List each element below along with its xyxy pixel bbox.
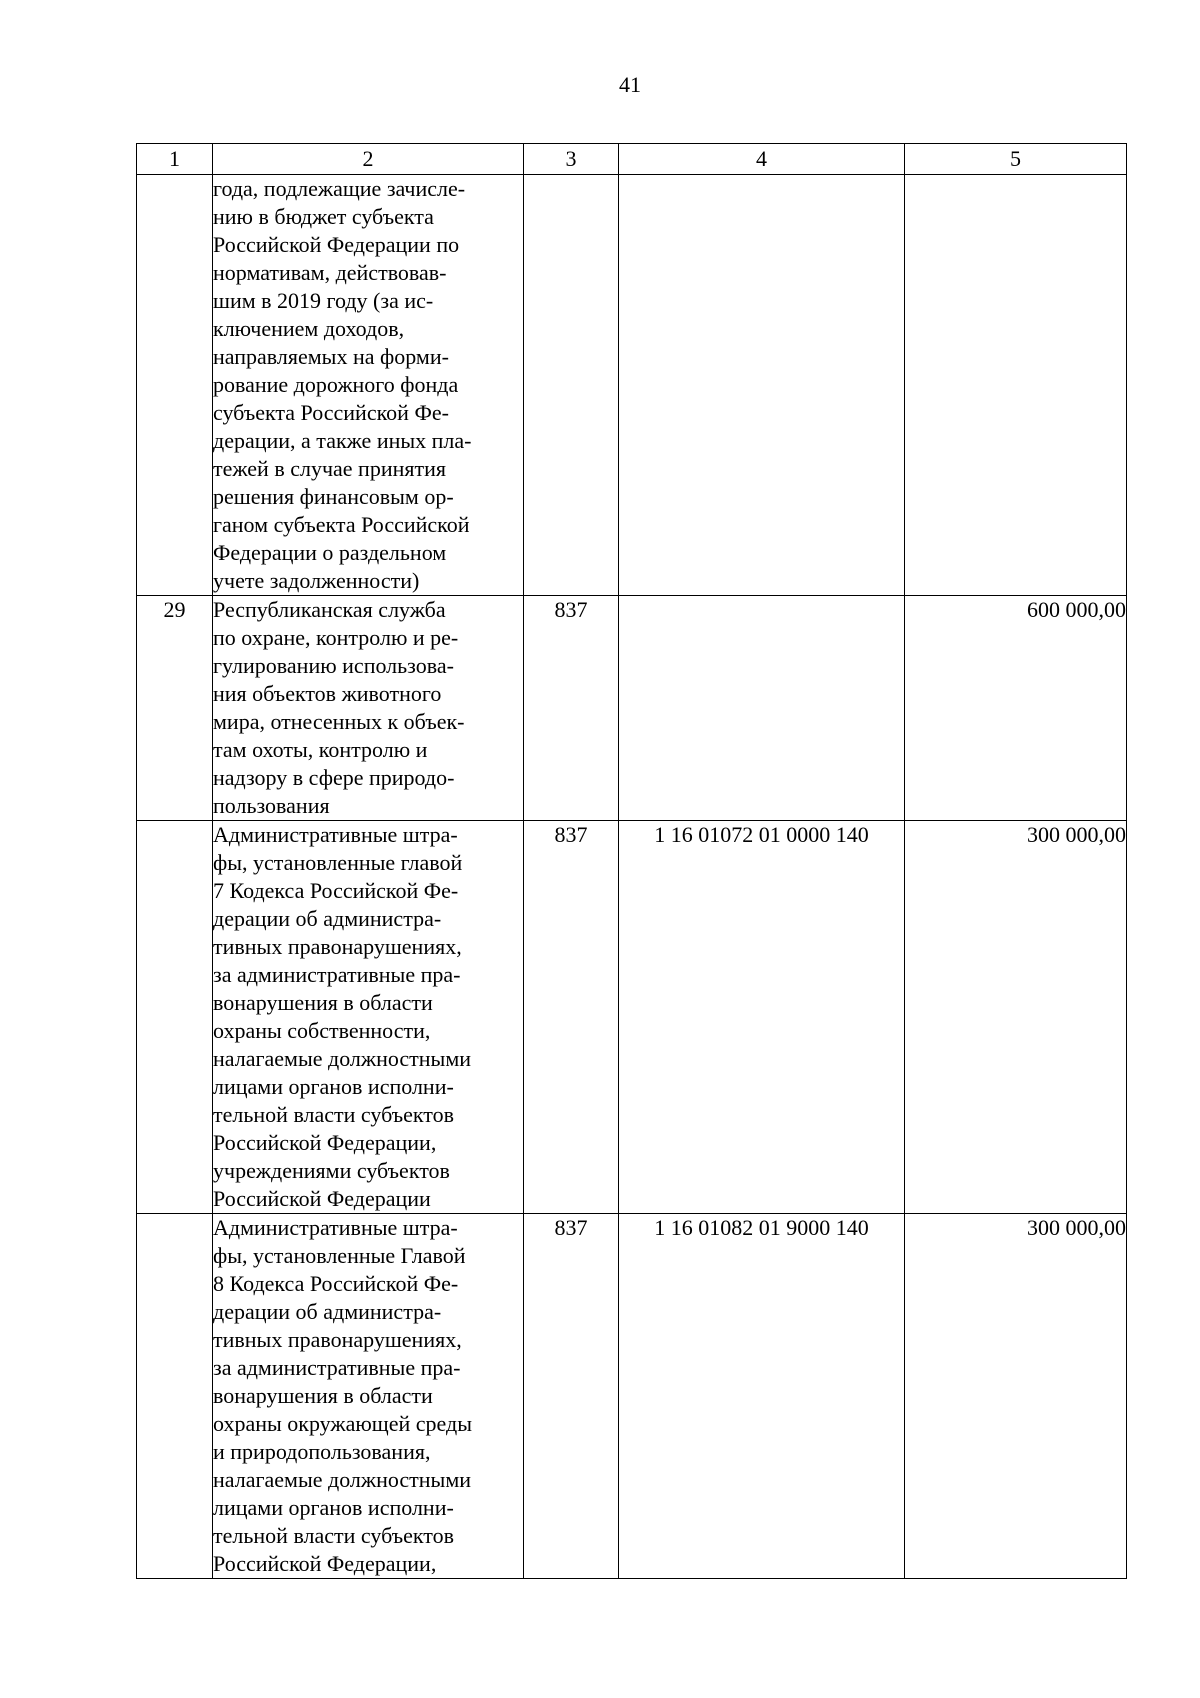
description-line: 8 Кодекса Российской Фе- (213, 1271, 459, 1296)
description-line: лицами органов исполни- (213, 1074, 454, 1099)
description-line: шим в 2019 году (за ис- (213, 288, 434, 313)
budget-code-cell: 1 16 01082 01 9000 140 (619, 1214, 905, 1579)
revenue-table (136, 143, 1127, 1579)
admin-code-cell: 837 (524, 1214, 619, 1579)
description-line: вонарушения в области (213, 990, 433, 1015)
description-line: рование дорожного фонда (213, 372, 459, 397)
description-line: Российской Федерации (213, 1186, 431, 1211)
description-line: Административные штра- (213, 1215, 458, 1240)
description-line: ганом субъекта Российской (213, 512, 470, 537)
description-cell (213, 175, 524, 596)
row-number-cell: 29 (137, 596, 213, 821)
description-line: направляемых на форми- (213, 344, 449, 369)
description-line: учреждениями субъектов (213, 1158, 450, 1183)
description-line: дерации об администра- (213, 906, 442, 931)
budget-code-cell (619, 596, 905, 821)
description-cell (213, 596, 524, 821)
description-line: ключением доходов, (213, 316, 405, 341)
description-line: Российской Федерации, (213, 1551, 437, 1576)
description-line: и природопользования, (213, 1439, 431, 1464)
table-row (137, 596, 1127, 821)
description-line: надзору в сфере природо- (213, 765, 455, 790)
description-line: налагаемые должностными (213, 1467, 472, 1492)
description-line: охраны окружающей среды (213, 1411, 472, 1436)
description-line: ния объектов животного (213, 681, 442, 706)
description-cell (213, 1214, 524, 1579)
description-line: тивных правонарушениях, (213, 1327, 462, 1352)
amount-cell (905, 175, 1127, 596)
amount-cell: 600 000,00 (905, 596, 1127, 821)
description-line: за административные пра- (213, 962, 461, 987)
description-line: дерации об администра- (213, 1299, 442, 1324)
description-line: вонарушения в области (213, 1383, 433, 1408)
column-header-2: 2 (213, 144, 524, 175)
admin-code-cell: 837 (524, 596, 619, 821)
budget-code-cell: 1 16 01072 01 0000 140 (619, 821, 905, 1214)
admin-code-cell: 837 (524, 821, 619, 1214)
description-cell (213, 821, 524, 1214)
description-line: фы, установленные Главой (213, 1243, 466, 1268)
description-line: по охране, контролю и ре- (213, 625, 459, 650)
description-line: тельной власти субъектов (213, 1102, 455, 1127)
description-line: учете задолженности) (213, 568, 420, 593)
column-header-3: 3 (524, 144, 619, 175)
table-body (137, 175, 1127, 1579)
budget-code-cell (619, 175, 905, 596)
description-line: субъекта Российской Фе- (213, 400, 449, 425)
description-line: Федерации о раздельном (213, 540, 447, 565)
description-line: нию в бюджет субъекта (213, 204, 434, 229)
description-line: Республиканская служба (213, 597, 446, 622)
row-number-cell (137, 1214, 213, 1579)
description-line: там охоты, контролю и (213, 737, 428, 762)
description-line: Административные штра- (213, 822, 458, 847)
row-number-cell (137, 175, 213, 596)
description-line: решения финансовым ор- (213, 484, 454, 509)
column-header-1: 1 (137, 144, 213, 175)
description-line: Российской Федерации по (213, 232, 460, 257)
row-number-cell (137, 821, 213, 1214)
table-header-row (137, 144, 1127, 175)
table-row (137, 175, 1127, 596)
description-line: лицами органов исполни- (213, 1495, 454, 1520)
description-line: тельной власти субъектов (213, 1523, 455, 1548)
amount-cell: 300 000,00 (905, 821, 1127, 1214)
table-row (137, 1214, 1127, 1579)
description-line: мира, отнесенных к объек- (213, 709, 465, 734)
page-number: 41 (619, 72, 641, 97)
table-row (137, 821, 1127, 1214)
description-line: за административные пра- (213, 1355, 461, 1380)
description-line: пользования (213, 793, 330, 818)
column-header-5: 5 (905, 144, 1127, 175)
admin-code-cell (524, 175, 619, 596)
amount-cell: 300 000,00 (905, 1214, 1127, 1579)
description-line: гулированию использова- (213, 653, 454, 678)
description-line: 7 Кодекса Российской Фе- (213, 878, 459, 903)
description-line: налагаемые должностными (213, 1046, 472, 1071)
description-line: тежей в случае принятия (213, 456, 446, 481)
column-header-4: 4 (619, 144, 905, 175)
description-line: дерации, а также иных пла- (213, 428, 472, 453)
description-line: нормативам, действовав- (213, 260, 447, 285)
description-line: охраны собственности, (213, 1018, 431, 1043)
description-line: года, подлежащие зачисле- (213, 176, 466, 201)
description-line: Российской Федерации, (213, 1130, 437, 1155)
description-line: тивных правонарушениях, (213, 934, 462, 959)
description-line: фы, установленные главой (213, 850, 463, 875)
